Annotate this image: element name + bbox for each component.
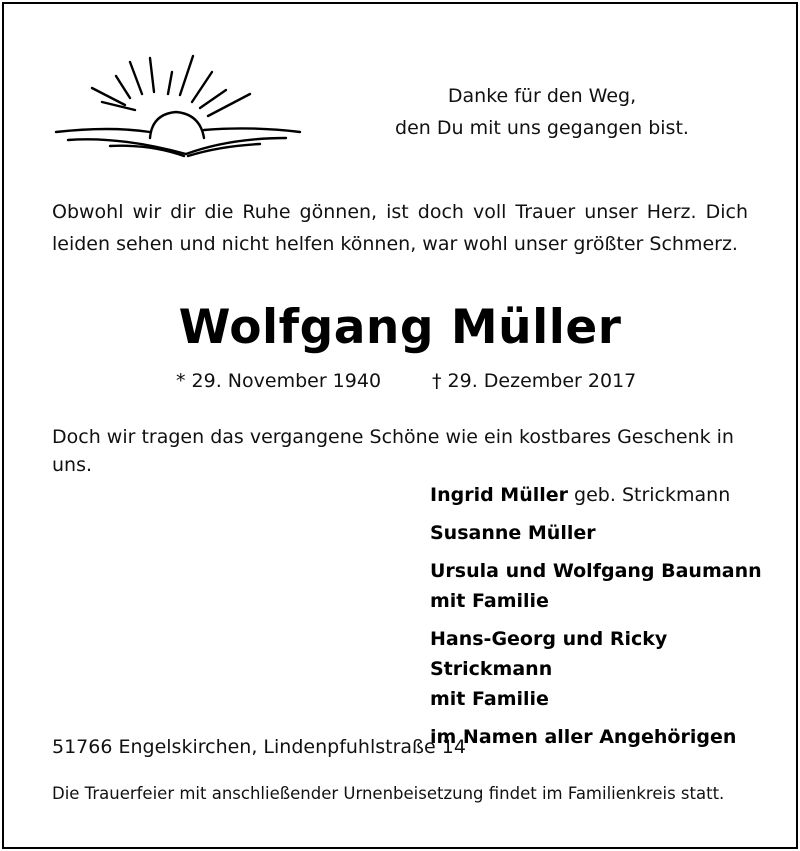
- quote-text: Doch wir tragen das vergangene Schöne wie ein kostbares Geschenk in uns.: [52, 426, 734, 476]
- birth-date: * 29. November 1940: [176, 370, 382, 392]
- death-date: † 29. Dezember 2017: [432, 370, 637, 392]
- mourner-name: im Namen aller Angehörigen: [430, 726, 737, 748]
- mourner-entry: [430, 556, 790, 616]
- mourner-name: Ursula und Wolfgang Baumann: [430, 560, 762, 582]
- mourner-family-line: mit Familie: [430, 688, 549, 710]
- funeral-note: Die Trauerfeier mit anschließender Urnenbeisetzung findet im Familienkreis statt.: [52, 784, 725, 803]
- mourner-entry: [430, 722, 790, 752]
- deceased-name: Wolfgang Müller: [178, 300, 622, 355]
- mourner-entry: [430, 480, 790, 510]
- mourner-name: Hans-Georg und Ricky Strickmann: [430, 628, 668, 680]
- mourner-family-line: mit Familie: [430, 590, 549, 612]
- mourners-list: [430, 480, 790, 760]
- motto-line-1: Danke für den Weg,: [447, 85, 637, 107]
- mourner-name: Ingrid Müller: [430, 484, 569, 506]
- mourner-entry: [430, 624, 790, 714]
- motto-line-2: den Du mit uns gegangen bist.: [395, 117, 689, 139]
- address: 51766 Engelskirchen, Lindenpfuhlstraße 14: [52, 736, 466, 758]
- verse-text: Obwohl wir dir die Ruhe gönnen, ist doch voll Trauer unser Herz. Dich leiden sehen und nicht helfen können, war wohl unser größter Schmerz.: [52, 201, 748, 255]
- sunrise-icon: [50, 50, 310, 160]
- motto: [360, 80, 724, 144]
- mourner-name: Susanne Müller: [430, 522, 596, 544]
- mourner-suffix: geb. Strickmann: [568, 484, 731, 506]
- mourner-entry: [430, 518, 790, 548]
